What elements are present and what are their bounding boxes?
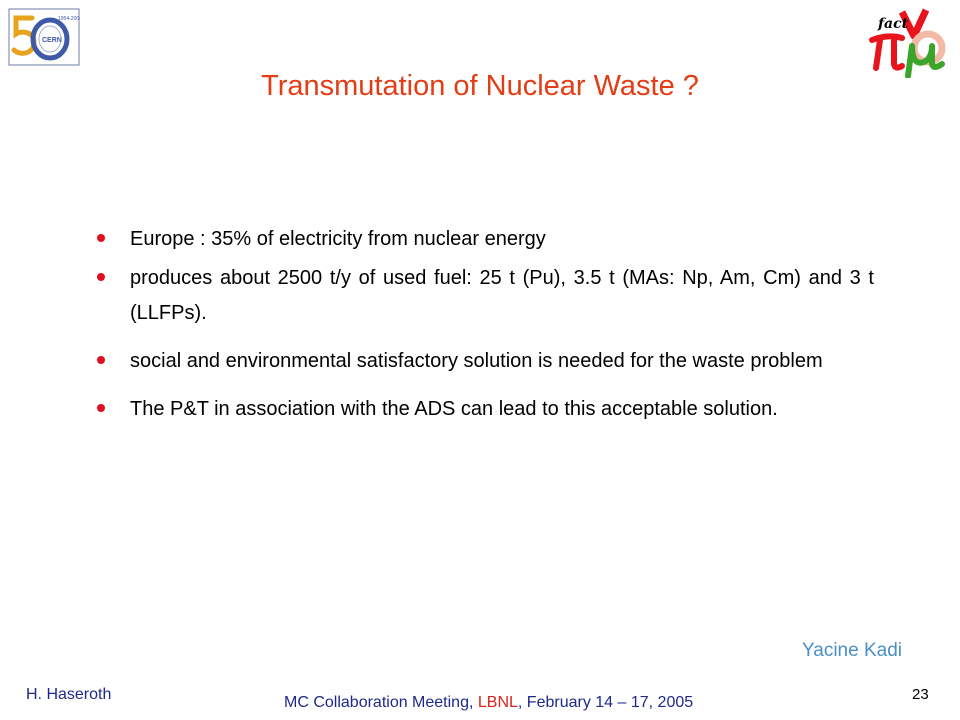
footer-meeting-prefix: MC Collaboration Meeting, [284,694,478,711]
bullet-item [94,392,874,427]
bullet-dot-icon [97,273,105,281]
bullet-text: Europe : 35% of electricity from nuclear energy [130,228,546,250]
bullet-text: The P&T in association with the ADS can lead to this acceptable solution. [130,398,778,420]
bullet-text: produces about 2500 t/y of used fuel: 25 t (Pu), 3.5 t (MAs: Np, Am, Cm) and 3 t (LLFPs). [130,267,874,324]
bullet-item [94,261,874,331]
bullet-dot-icon [97,356,105,364]
nufact-logo [868,6,952,78]
logo-cern-text: CERN [42,37,62,44]
footer-meeting-location: LBNL [477,694,518,711]
slide-title: Transmutation of Nuclear Waste ? [261,70,699,102]
bullet-text: social and environmental satisfactory solution is needed for the waste problem [130,350,823,372]
logo-years-text: 1954-2004 [58,16,80,22]
bullet-item [94,344,874,379]
footer-presenter: H. Haseroth [26,686,112,703]
author-credit: Yacine Kadi [802,640,902,661]
bullet-dot-icon [97,404,105,412]
logo-fact-text: fact [878,16,909,32]
bullet-dot-icon [97,234,105,242]
cern-50-logo [8,8,80,66]
bullet-list [94,222,874,440]
footer-meeting [284,694,693,712]
page-number: 23 [912,686,929,703]
bullet-item [94,222,874,257]
footer-meeting-dates: , February 14 – 17, 2005 [517,694,694,711]
